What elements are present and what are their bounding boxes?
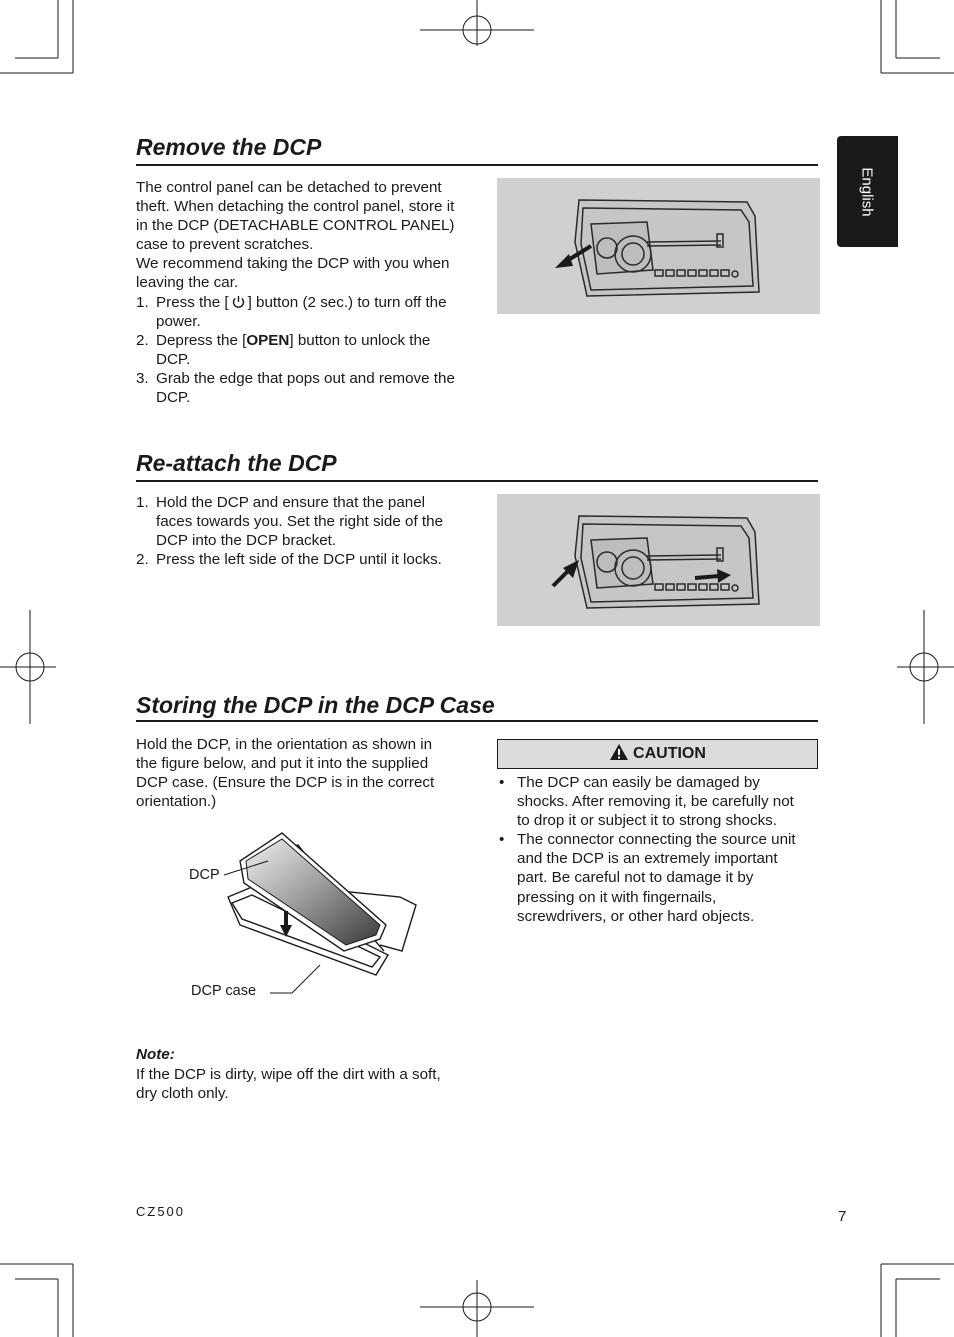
remove-text [136,178,460,407]
remove-intro-2: We recommend taking the DCP with you when leaving the car. [136,255,450,292]
section-title-reattach: Re-attach the DCP [136,450,337,476]
caution-item-text: The connector connecting the source unit and the DCP is an extremely important part. Be careful not to damage it by pressing on it with fingernails, screwdrivers, or other hard objects. [517,831,796,925]
section-rule [136,480,818,482]
warning-icon [609,743,629,761]
remove-step-3 [136,369,460,407]
reattach-step-2 [136,550,460,569]
remove-step-2 [136,331,460,369]
section-rule [136,720,818,722]
fig-label-dcp-case: DCP case [191,983,257,999]
section-title-storing: Storing the DCP in the DCP Case [136,692,495,718]
remove-step-1 [136,293,460,331]
note [136,1045,460,1103]
caution-list [497,773,807,926]
language-tab-label: English [858,167,876,217]
caution-item [497,773,807,830]
section-title-remove: Remove the DCP [136,134,322,160]
step-text-end: ] button (2 sec.) to turn off the power. [156,293,447,330]
note-text: If the DCP is dirty, wipe off the dirt with a soft, dry cloth only. [136,1066,441,1103]
page-number: 7 [838,1208,847,1225]
remove-intro-1: The control panel can be detached to prevent theft. When detaching the control panel, store it in the DCP (DETACHABLE CONTROL PANEL) case to prevent scratches. [136,179,455,254]
remove-steps [136,293,460,408]
reattach-dcp-figure [497,494,820,626]
storing-intro [136,735,456,811]
car-stereo-illustration [497,494,820,626]
power-icon [231,295,246,309]
step-text-end: ] button to unlock the DCP. [156,331,431,368]
step-text: Press the left side of the DCP until it locks. [156,551,442,569]
reattach-step-1 [136,493,460,550]
note-title: Note: [136,1046,175,1063]
reattach-text [136,493,460,569]
step-text: Depress the [ [156,331,247,349]
caution-item [497,830,807,925]
language-tab [837,136,898,247]
step-number: 1. [136,293,149,311]
fig-label-dcp: DCP [189,867,220,883]
step-number: 1. [136,494,149,511]
reattach-steps [136,493,460,569]
model-name: CZ500 [136,1204,186,1219]
caution-title: CAUTION [633,745,706,762]
storing-intro-text: Hold the DCP, in the orientation as shown in the figure below, and put it into the supplied DCP case. (Ensure the DCP is in the correct orientation.) [136,736,435,811]
open-button-label: OPEN [246,331,290,349]
bullet: • [499,831,505,849]
step-text: Press the [ [156,293,229,311]
remove-dcp-figure [497,178,820,314]
car-stereo-illustration [497,178,820,314]
caution-item-text: The DCP can easily be damaged by shocks. After removing it, be carefully not to drop it or subject it to strong shocks. [517,774,794,830]
step-text: Hold the DCP and ensure that the panel faces towards you. Set the right side of the DCP into the DCP bracket. [156,494,444,550]
step-number: 3. [136,369,149,387]
dcp-case-illustration [180,825,430,1005]
caution-header [497,739,818,769]
section-rule [136,164,818,166]
bullet: • [499,774,505,791]
step-number: 2. [136,551,149,569]
step-number: 2. [136,331,149,349]
step-text: Grab the edge that pops out and remove the DCP. [156,369,455,407]
